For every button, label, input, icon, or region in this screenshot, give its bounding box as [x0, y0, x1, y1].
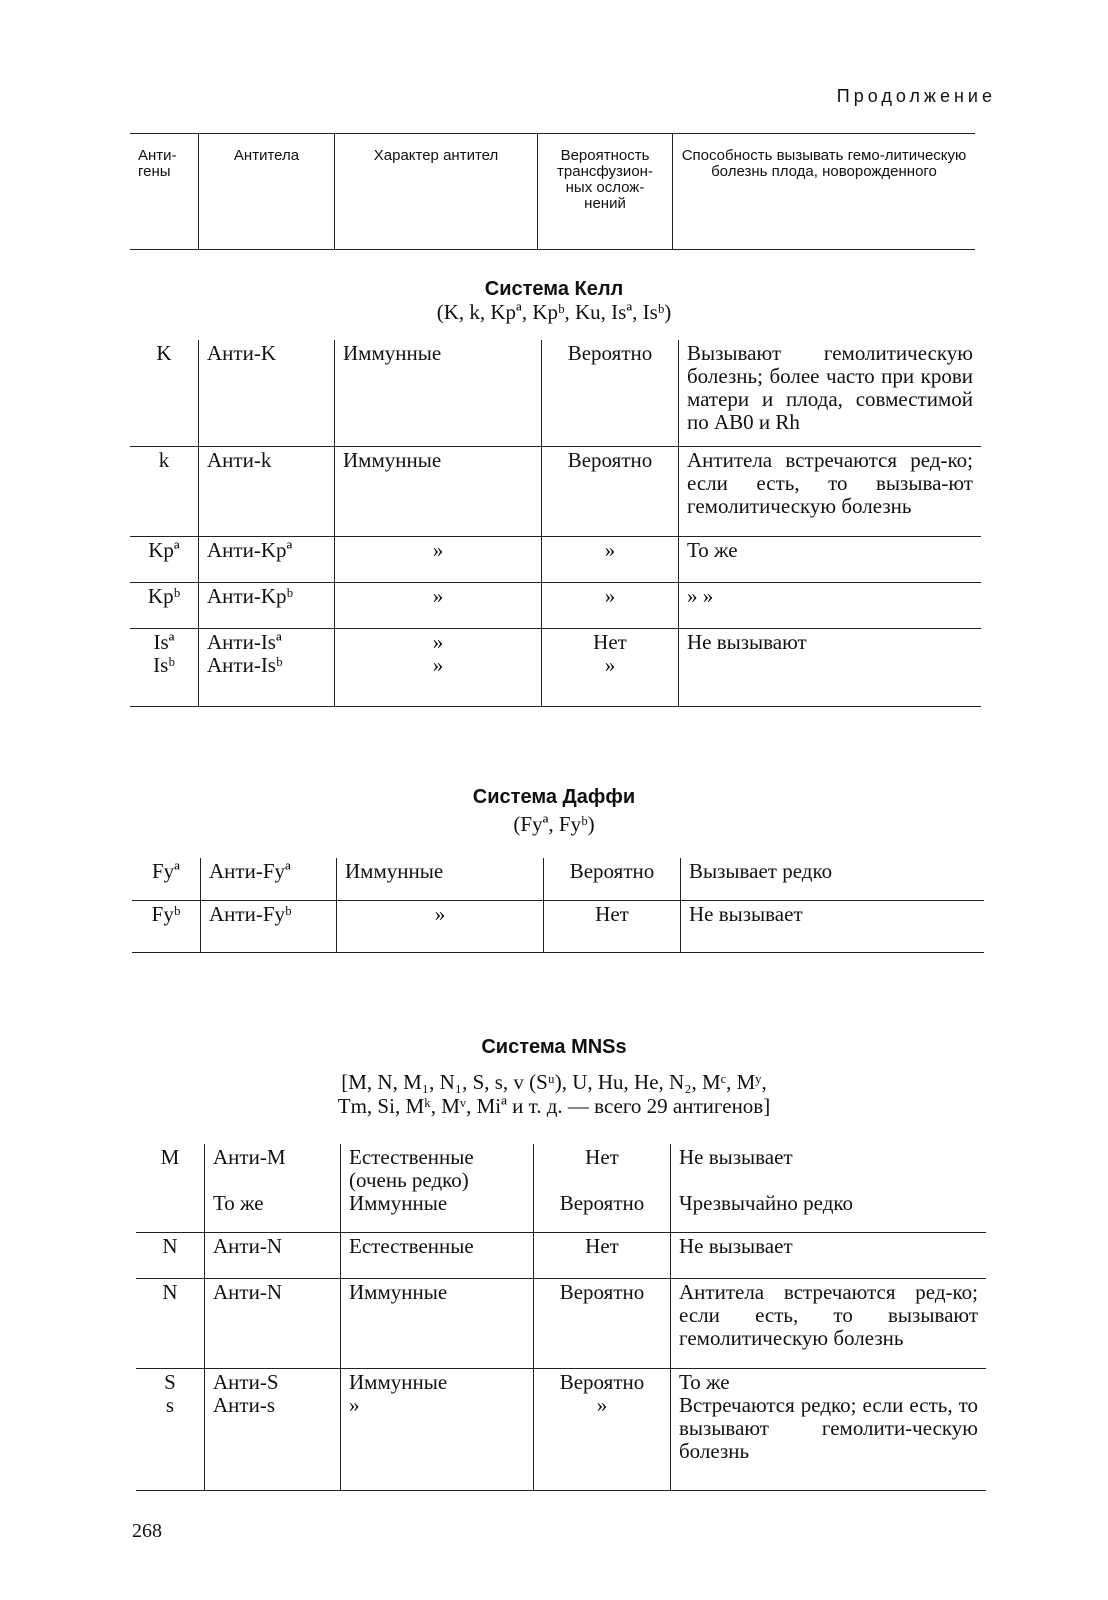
risk-cell: Нет — [534, 1232, 671, 1278]
antibody-cell: Анти-Fyᵇ — [201, 900, 337, 952]
mnss-title: Система MNSs — [481, 1036, 627, 1058]
antigen-cell: k — [130, 446, 199, 536]
mnss-table — [136, 1144, 986, 1491]
character-cell: Иммунные » — [341, 1368, 534, 1490]
table-row — [136, 1278, 986, 1368]
header-character: Характер антител — [335, 134, 538, 250]
antibody-cell: Анти-N — [205, 1232, 341, 1278]
risk-cell: Нет — [544, 900, 681, 952]
antigen-cell: N — [136, 1232, 205, 1278]
risk-cell: Вероятно » — [534, 1368, 671, 1490]
antigen-cell: S s — [136, 1368, 205, 1490]
kell-subtitle: (K, k, Kpª, Kpᵇ, Ku, Isª, Isᵇ) — [436, 300, 672, 324]
table-row — [130, 340, 981, 446]
header-hdn: Способность вызывать гемо-литическую болезнь плода, новорожденного — [673, 134, 976, 250]
character-cell: » — [337, 900, 544, 952]
antigen-cell: Kpᵇ — [130, 582, 199, 628]
kell-table — [130, 340, 981, 707]
table-row — [136, 1144, 986, 1232]
hdn-cell: » » — [679, 582, 982, 628]
antibody-cell: Анти-K — [199, 340, 335, 446]
risk-cell: Вероятно — [542, 340, 679, 446]
kell-title: Система Келл — [484, 278, 624, 300]
header-risk: Вероятность трансфузион-ных ослож-нений — [538, 134, 673, 250]
header-antibodies: Антитела — [199, 134, 335, 250]
risk-cell: Нет » — [542, 628, 679, 706]
duffy-table — [132, 858, 984, 953]
hdn-cell: Антитела встречаются ред-ко; если есть, то вызыва-ют гемолитическую болезнь — [679, 446, 982, 536]
antigen-cell: M — [136, 1144, 205, 1232]
antibody-cell: Анти-N — [205, 1278, 341, 1368]
antibody-cell: Анти-Fyª — [201, 858, 337, 900]
table-row — [130, 536, 981, 582]
page-number: 268 — [132, 1520, 162, 1542]
antibody-cell: Анти-Kpª — [199, 536, 335, 582]
header-table — [130, 133, 975, 250]
hdn-cell: Вызывают гемолитическую болезнь; более часто при крови матери и плода, совместимой по AB0 и Rh — [679, 340, 982, 446]
character-cell: » — [335, 582, 542, 628]
hdn-cell: Не вызывает — [671, 1232, 987, 1278]
hdn-cell: Не вызывает Чрезвычайно редко — [671, 1144, 987, 1232]
table-row — [136, 1368, 986, 1490]
hdn-cell: То же Встречаются редко; если есть, то вызывают гемолити-ческую болезнь — [671, 1368, 987, 1490]
character-cell: Естественные (очень редко) Иммунные — [341, 1144, 534, 1232]
risk-cell: Вероятно — [544, 858, 681, 900]
character-cell: Иммунные — [335, 446, 542, 536]
hdn-cell: Антитела встречаются ред-ко; если есть, то вызывают гемолитическую болезнь — [671, 1278, 987, 1368]
character-cell: Иммунные — [335, 340, 542, 446]
risk-cell: Нет Вероятно — [534, 1144, 671, 1232]
duffy-subtitle: (Fyª, Fyᵇ) — [513, 812, 595, 836]
antibody-cell: Анти-M То же — [205, 1144, 341, 1232]
continuation-label: Продолжение — [836, 86, 996, 106]
table-row — [130, 446, 981, 536]
risk-cell: Вероятно — [534, 1278, 671, 1368]
table-row — [136, 1232, 986, 1278]
header-row — [130, 134, 975, 250]
antibody-cell: Анти-Isª Анти-Isᵇ — [199, 628, 335, 706]
risk-cell: » — [542, 536, 679, 582]
antigen-cell: Fyª — [132, 858, 201, 900]
table-row — [130, 582, 981, 628]
antigen-cell: Fyᵇ — [132, 900, 201, 952]
character-cell: Иммунные — [337, 858, 544, 900]
table-row — [130, 628, 981, 706]
antigen-cell: K — [130, 340, 199, 446]
antigen-cell: Isª Isᵇ — [130, 628, 199, 706]
character-cell: » » — [335, 628, 542, 706]
table-row — [132, 900, 984, 952]
character-cell: Естественные — [341, 1232, 534, 1278]
mnss-subtitle-2: Tm, Si, Mᵏ, Mᵛ, Miª и т. д. — всего 29 антигенов] — [337, 1094, 771, 1118]
character-cell: » — [335, 536, 542, 582]
risk-cell: » — [542, 582, 679, 628]
mnss-subtitle-1: [M, N, M₁, N₁, S, s, v (Sᵘ), U, Hu, He, N₂, Mᶜ, Mʸ, — [341, 1070, 767, 1094]
risk-cell: Вероятно — [542, 446, 679, 536]
hdn-cell: Вызывает редко — [681, 858, 985, 900]
antibody-cell: Анти-k — [199, 446, 335, 536]
antigen-cell: Kpª — [130, 536, 199, 582]
antibody-cell: Анти-S Анти-s — [205, 1368, 341, 1490]
character-cell: Иммунные — [341, 1278, 534, 1368]
header-antigens: Анти-гены — [138, 147, 177, 180]
hdn-cell: То же — [679, 536, 982, 582]
table-row — [132, 858, 984, 900]
antigen-cell: N — [136, 1278, 205, 1368]
hdn-cell: Не вызывают — [679, 628, 982, 706]
duffy-title: Система Даффи — [472, 786, 636, 808]
hdn-cell: Не вызывает — [681, 900, 985, 952]
antibody-cell: Анти-Kpᵇ — [199, 582, 335, 628]
